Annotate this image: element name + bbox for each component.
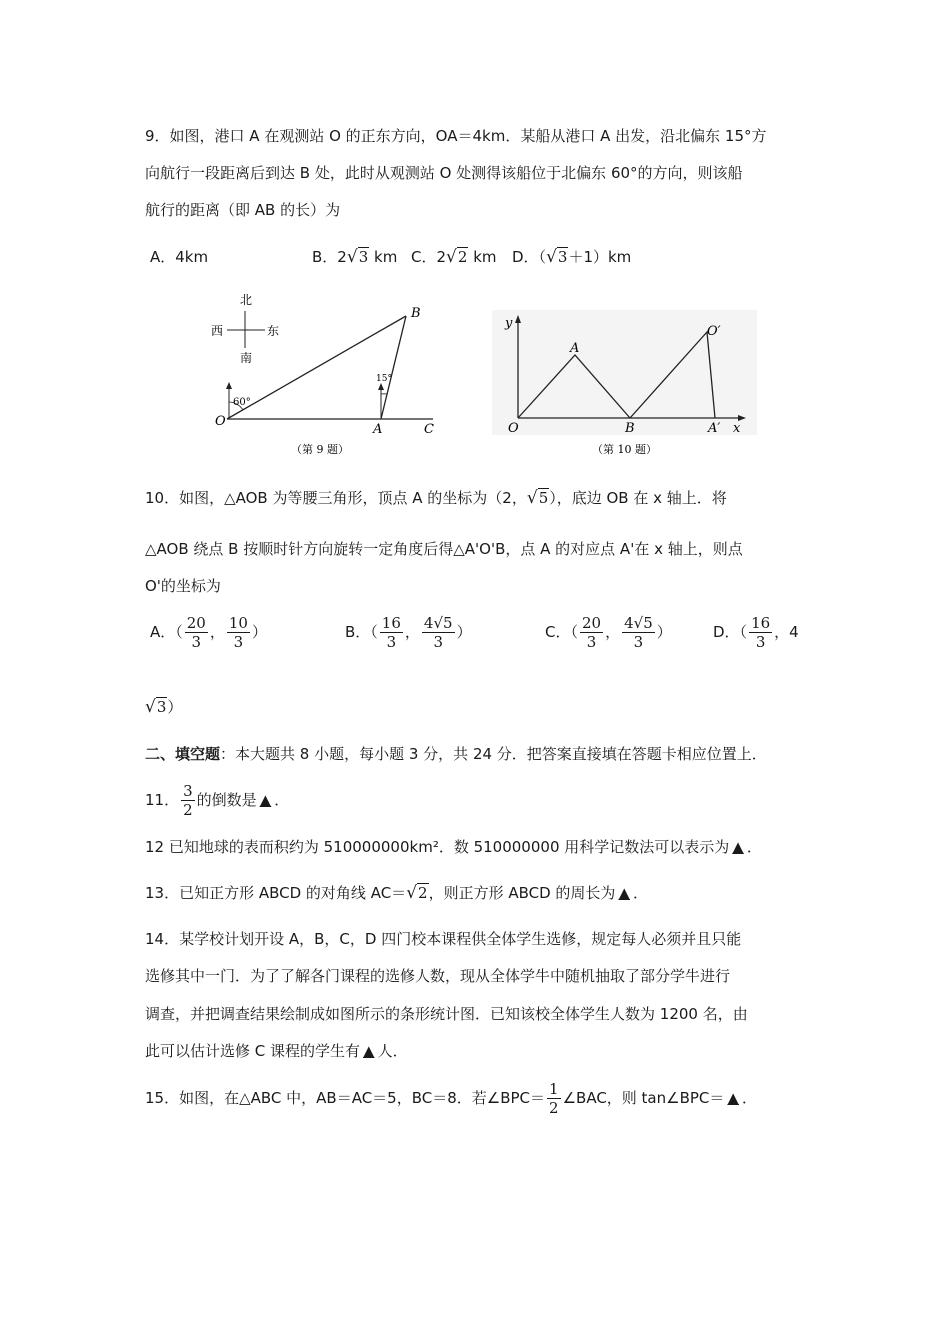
compass-west: 西 — [211, 324, 224, 338]
q11: 11． $\frac{3}{2}$ 的倒数是 ▲ ． — [145, 782, 290, 819]
q10-option-d: D．（ $\frac{16}{3}$ ，4 — [713, 614, 799, 651]
q10-option-b: B．（ $\frac{16}{3}$ ， $\frac{4√5}{3}$ ） — [345, 614, 472, 651]
q13: 13．已知正方形 ABCD 的对角线 AC＝√2，则正方形 ABCD 的周长为 ▲ ． — [145, 883, 648, 903]
q12-answer-blank: ▲ — [732, 838, 744, 856]
q14-line-4: 此可以估计选修 C 课程的学生有 ▲ 人． — [145, 1042, 408, 1060]
point-c-label: C — [424, 422, 434, 437]
fig10-point-o-label: O — [508, 421, 519, 436]
q9-option-b: B．2√3 km — [312, 247, 398, 267]
q9-line-2: 向航行一段距离后到达 B 处，此时从观测站 O 处测得该船位于北偏东 60°的方向，则该船 — [145, 164, 743, 182]
q13-answer-blank: ▲ — [618, 884, 630, 902]
q15-answer-blank: ▲ — [727, 1089, 739, 1107]
point-b-label: B — [411, 306, 421, 321]
q10-line-3: O'的坐标为 — [145, 577, 221, 595]
q10-option-d-continued: √3） — [145, 697, 183, 717]
q9-option-a: A．4km — [150, 248, 209, 266]
q15: 15．如图，在△ABC 中，AB＝AC＝5，BC＝8．若∠BPC＝ $\frac{1}{2}$ ∠BAC，则 tan∠BPC＝ ▲ ． — [145, 1080, 757, 1117]
compass-south: 南 — [240, 351, 253, 365]
q14-answer-blank: ▲ — [363, 1042, 375, 1060]
angle-60-label: 60° — [233, 397, 251, 408]
q11-answer-blank: ▲ — [259, 791, 272, 809]
q12: 12 已知地球的表而积约为 510000000km²．数 510000000 用科学记数法可以表示为 ▲ ． — [145, 838, 762, 856]
q10-line-2: △AOB 绕点 B 按顺时针方向旋转一定角度后得△A'O'B，点 A 的对应点 A'在 x 轴上，则点 — [145, 540, 743, 558]
q9-option-d: D．（√3＋1）km — [512, 247, 632, 267]
axis-x-label: x — [733, 421, 741, 436]
fig10-point-b-label: B — [625, 421, 635, 436]
fig10-point-aprime-label: A′ — [708, 421, 721, 436]
point-a-label: A — [373, 422, 383, 437]
point-o-label: O — [215, 414, 226, 429]
q9-line-3: 航行的距离（即 AB 的长）为 — [145, 201, 341, 219]
figure-q10 — [492, 310, 757, 460]
fig10-point-a-label: A — [570, 341, 580, 356]
q10-line-1: 10．如图，△AOB 为等腰三角形，顶点 A 的坐标为（2，√5），底边 OB 在 x 轴上．将 — [145, 488, 727, 508]
compass-east: 东 — [267, 324, 280, 338]
q9-option-c: C．2√2 km — [411, 247, 497, 267]
q10-option-a: A．（ $\frac{20}{3}$ ， $\frac{10}{3}$ ） — [150, 614, 267, 651]
figure-q10-caption: （第 10 题） — [592, 443, 657, 456]
compass-north: 北 — [240, 293, 253, 307]
q14-line-1: 14．某学校计划开设 A，B，C，D 四门校本课程供全体学生选修，规定每人必须并且只能 — [145, 930, 742, 948]
q10-option-c: C．（ $\frac{20}{3}$ ， $\frac{4√5}{3}$ ） — [545, 614, 672, 651]
q9-line-1: 9．如图，港口 A 在观测站 O 的正东方向，OA＝4km．某船从港口 A 出发，沿北偏东 15°方 — [145, 127, 767, 145]
q14-line-2: 选修其中一门．为了了解各门课程的选修人数，现从全体学牛中随机抽取了部分学牛进行 — [145, 967, 731, 985]
figure-q9-caption: （第 9 题） — [291, 443, 349, 456]
section-2-heading: 二、填空题：本大题共 8 小题，每小题 3 分，共 24 分．把答案直接填在答题卡相应位置上． — [145, 745, 767, 763]
fig10-point-oprime-label: O′ — [707, 324, 721, 339]
q14-line-3: 调查，并把调查结果绘制成如图所示的条形统计图．已知该校全体学生人数为 1200 名，由 — [145, 1005, 748, 1023]
angle-15-label: 15° — [376, 374, 392, 384]
figure-q9 — [205, 290, 450, 460]
axis-y-label: y — [505, 316, 513, 331]
